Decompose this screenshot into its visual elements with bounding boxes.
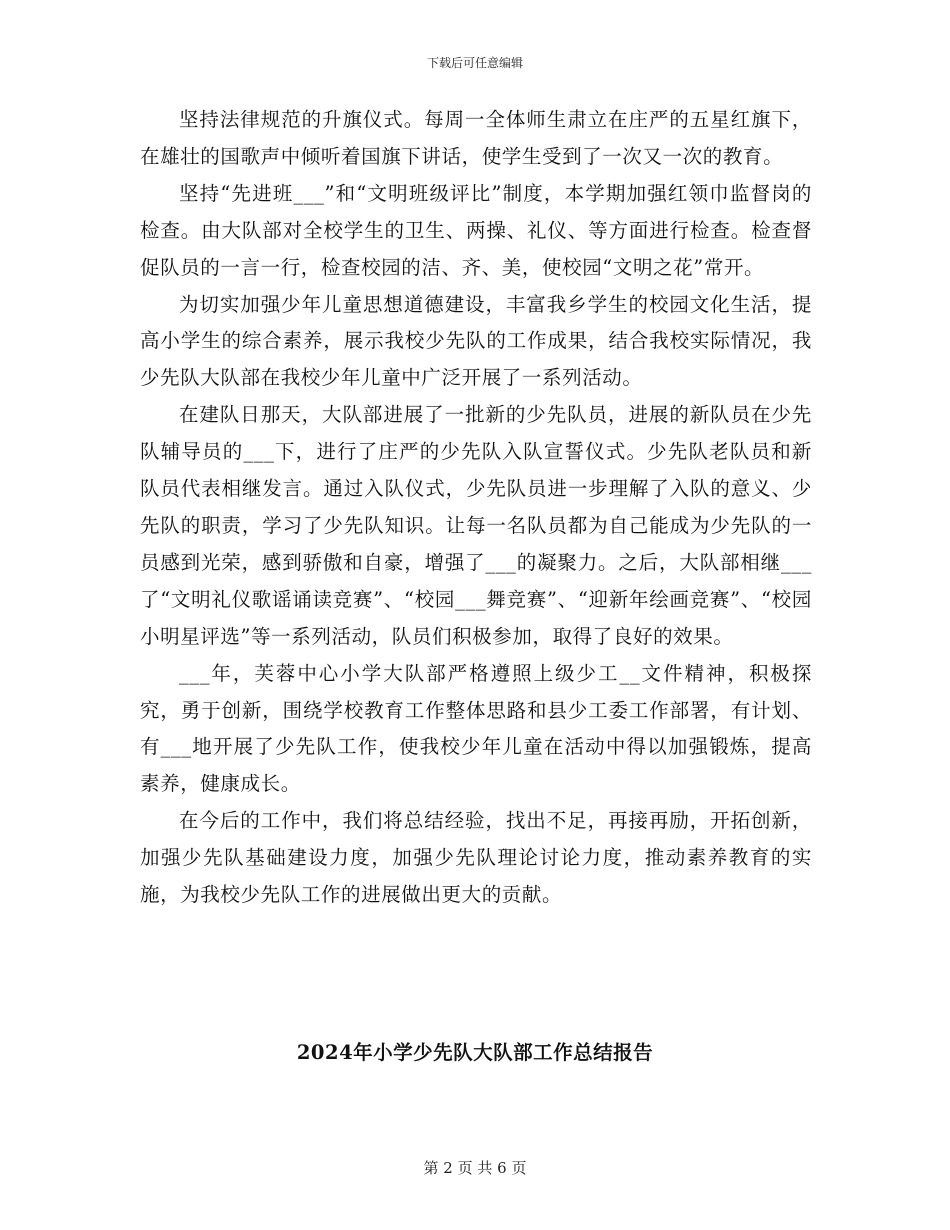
- paragraph-future-work: 在今后的工作中，我们将总结经验，找出不足，再接再励，开拓创新，加强少先队基础建设力度，加强少先队理论讨论力度，推动素养教育的实施，为我校少先队工作的进展做出更大的贡献。: [140, 809, 812, 907]
- paragraph-moral-education: 为切实加强少年儿童思想道德建设，丰富我乡学生的校园文化生活，提高小学生的综合素养，展示我校少先队的工作成果，结合我校实际情况，我少先队大队部在我校少年儿童中广泛开展了一系列活动。: [140, 292, 812, 390]
- document-body: [140, 102, 812, 914]
- page-footer: 第 2 页 共 6 页: [423, 1159, 527, 1177]
- paragraph-class-evaluation: 坚持“先进班___”和“文明班级评比”制度，本学期加强红领巾监督岗的检查。由大队部对全校学生的卫生、两操、礼仪、等方面进行检查。检查督促队员的一言一行，检查校园的洁、齐、美，使校园“文明之花”常开。: [140, 181, 812, 279]
- paragraph-founding-day: 在建队日那天，大队部进展了一批新的少先队员，进展的新队员在少先队辅导员的___下，进行了庄严的少先队入队宣誓仪式。少先队老队员和新队员代表相继发言。通过入队仪式，少先队员进一步理解了入队的意义、少先队的职责，学习了少先队知识。让每一名队员都为自己能成为少先队的一员感到光荣，感到骄傲和自豪，增强了___的凝聚力。之后，大队部相继___了“文明礼仪歌谣诵读竞赛”、“校园___舞竞赛”、“迎新年绘画竞赛”、“校园小明星评选”等一系列活动，队员们积极参加，取得了良好的效果。: [140, 403, 812, 648]
- document-title: 2024年小学少先队大队部工作总结报告: [296, 1041, 654, 1064]
- paragraph-flag-ceremony: 坚持法律规范的升旗仪式。每周一全体师生肃立在庄严的五星红旗下，在雄壮的国歌声中倾听着国旗下讲话，使学生受到了一次又一次的教育。: [140, 108, 812, 168]
- paragraph-annual-work: ___年，芙蓉中心小学大队部严格遵照上级少工__文件精神，积极探究，勇于创新，围绕学校教育工作整体思路和县少工委工作部署，有计划、有___地开展了少先队工作，使我校少年儿童在活动中得以加强锻炼，提高素养，健康成长。: [140, 661, 812, 796]
- header-note: 下载后可任意编辑: [426, 56, 523, 70]
